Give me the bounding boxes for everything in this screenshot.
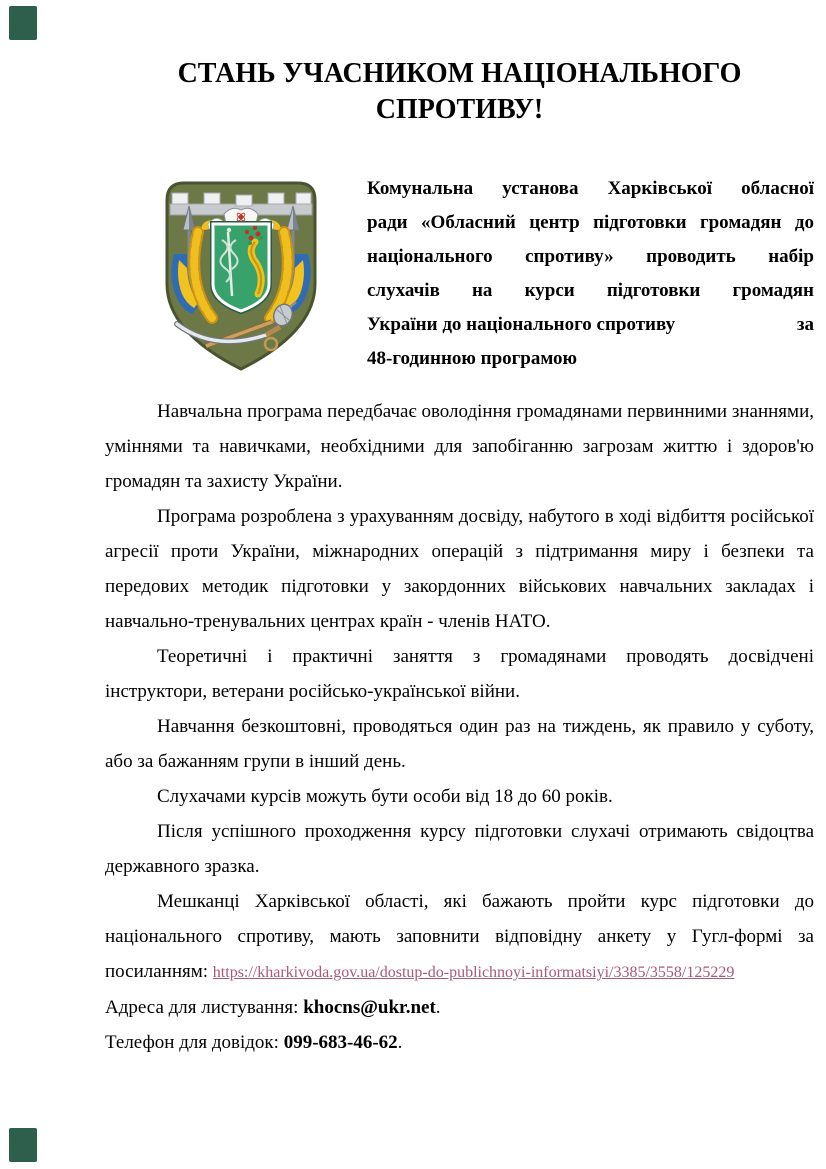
address-label: Адреса для листування: [105,997,299,1018]
period: . [397,1032,403,1053]
paragraph-instructors: Теоретичні і практичні заняття з громадянами проводять досвідчені інструктори, ветерани російсько-української війни. [105,646,814,702]
paragraph-certificate: Після успішного проходження курсу підготовки слухачі отримають свідоцтва державного зразка. [105,821,814,877]
intro-line [367,308,814,342]
page-title-line-2: СПРОТИВУ! [375,94,544,125]
paragraph-training-program: Навчальна програма передбачає оволодіння громадянами первинними знаннями, уміннями та навичками, необхідними для запобіганню загрозам життю і здоров'ю громадян та захисту України. [105,401,814,492]
intro-line-right: за [796,314,814,335]
contact-address-line [105,990,814,1025]
page-title-line-1: СТАНЬ УЧАСНИКОМ НАЦІОНАЛЬНОГО [177,58,742,89]
corner-mark-top-left [9,6,37,40]
intro-line-left: України до національного спротиву [367,314,676,335]
phone-label: Телефон для довідок: [105,1032,279,1053]
paragraph-age-limits: Слухачами курсів можуть бути особи від 18 до 60 років. [157,786,613,807]
corner-mark-bottom-left [9,1128,37,1162]
emblem [152,172,330,376]
contact-phone-line [105,1025,814,1060]
email-address: khocns@ukr.net [303,997,436,1018]
application-form-link[interactable]: https://kharkivoda.gov.ua/dostup-do-publichnoyi-informatsiyi/3385/3558/125229 [212,964,735,981]
intro-line: 48-годинною програмою [367,348,578,369]
intro-line: національного спротиву» проводить набір [367,246,814,267]
body-text [105,394,814,1060]
paragraph-schedule: Навчання безкоштовні, проводяться один раз на тиждень, як правило у суботу, або за бажанням групи в інший день. [105,716,814,772]
emblem-patch-icon [152,172,330,376]
paragraph-application [105,884,814,990]
document-content [0,56,826,1060]
intro-text [367,172,814,376]
application-text: Мешканці Харківської області, які бажають пройти курс підготовки до національного спротиву, мають заповнити відповідну анкету у Гугл-формі за посиланням: [105,891,814,982]
intro-line: слухачів на курси підготовки громадян [367,280,814,301]
page-title [105,56,814,128]
intro-section [105,172,814,376]
intro-line: ради «Обласний центр підготовки громадян до [367,212,814,233]
intro-line: Комунальна установа Харківської обласної [367,178,814,199]
period: . [435,997,441,1018]
phone-number: 099-683-46-62 [283,1032,398,1053]
paragraph-program-experience: Програма розроблена з урахуванням досвіду, набутого в ході відбиття російської агресії проти України, міжнародних операцій з підтримання миру і безпеки та передових методик підготовки у закордонних військових навчальних закладах і навчально-тренувальних центрах країн - членів НАТО. [105,506,814,632]
